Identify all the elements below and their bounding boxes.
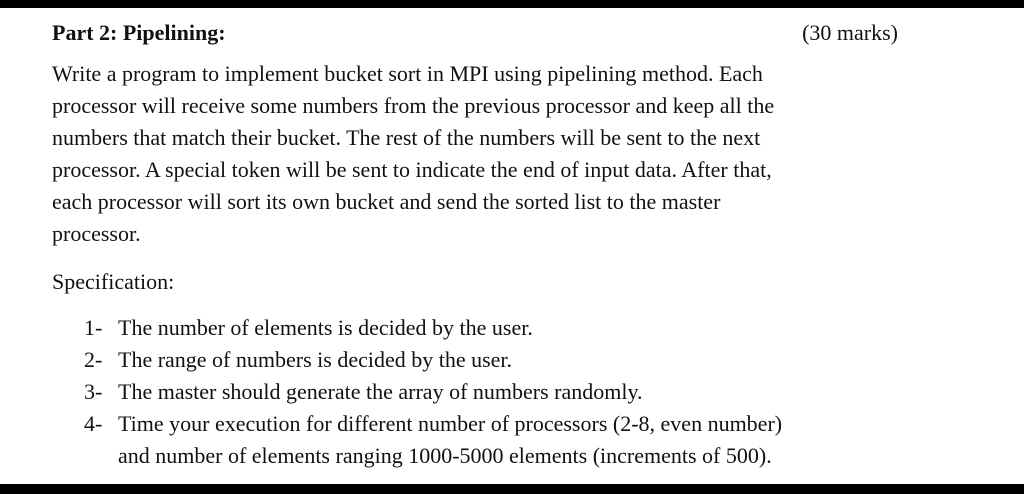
- list-item-text: [118, 408, 782, 472]
- list-item-text: [118, 376, 643, 408]
- list-item: [84, 408, 964, 472]
- specification-list: [84, 312, 964, 472]
- paragraph-line: processor.: [52, 221, 141, 246]
- paragraph-line: processor. A special token will be sent to indicate the end of input data. After that,: [52, 157, 772, 182]
- specification-heading: Specification:: [52, 269, 175, 294]
- list-item-text: [118, 344, 512, 376]
- list-item: [84, 376, 964, 408]
- paragraph-line: Write a program to implement bucket sort in MPI using pipelining method. Each: [52, 61, 763, 86]
- paragraph-line: numbers that match their bucket. The rest of the numbers will be sent to the next: [52, 125, 761, 150]
- paragraph-line: each processor will sort its own bucket and send the sorted list to the master: [52, 189, 721, 214]
- paragraph-line: processor will receive some numbers from the previous processor and keep all the: [52, 93, 775, 118]
- list-item-line: The range of numbers is decided by the user.: [118, 347, 513, 372]
- list-item-line: The master should generate the array of numbers randomly.: [118, 379, 643, 404]
- list-item-number: 1-: [84, 315, 103, 340]
- list-item: [84, 344, 964, 376]
- marks-label: (30 marks): [802, 20, 898, 45]
- list-item-line: and number of elements ranging 1000-5000 elements (increments of 500).: [118, 443, 772, 468]
- list-item-number: 4-: [84, 411, 103, 436]
- task-description: [52, 58, 932, 250]
- list-item-text: [118, 312, 533, 344]
- part-header: [52, 18, 898, 48]
- list-item-line: Time your execution for different number of processors (2-8, even number): [118, 411, 783, 436]
- part-title: Part 2: Pipelining:: [52, 20, 226, 45]
- list-item-number: 2-: [84, 347, 103, 372]
- list-item-number: 3-: [84, 379, 103, 404]
- document-page: [0, 8, 1024, 484]
- list-item: [84, 312, 964, 344]
- list-item-line: The number of elements is decided by the user.: [118, 315, 533, 340]
